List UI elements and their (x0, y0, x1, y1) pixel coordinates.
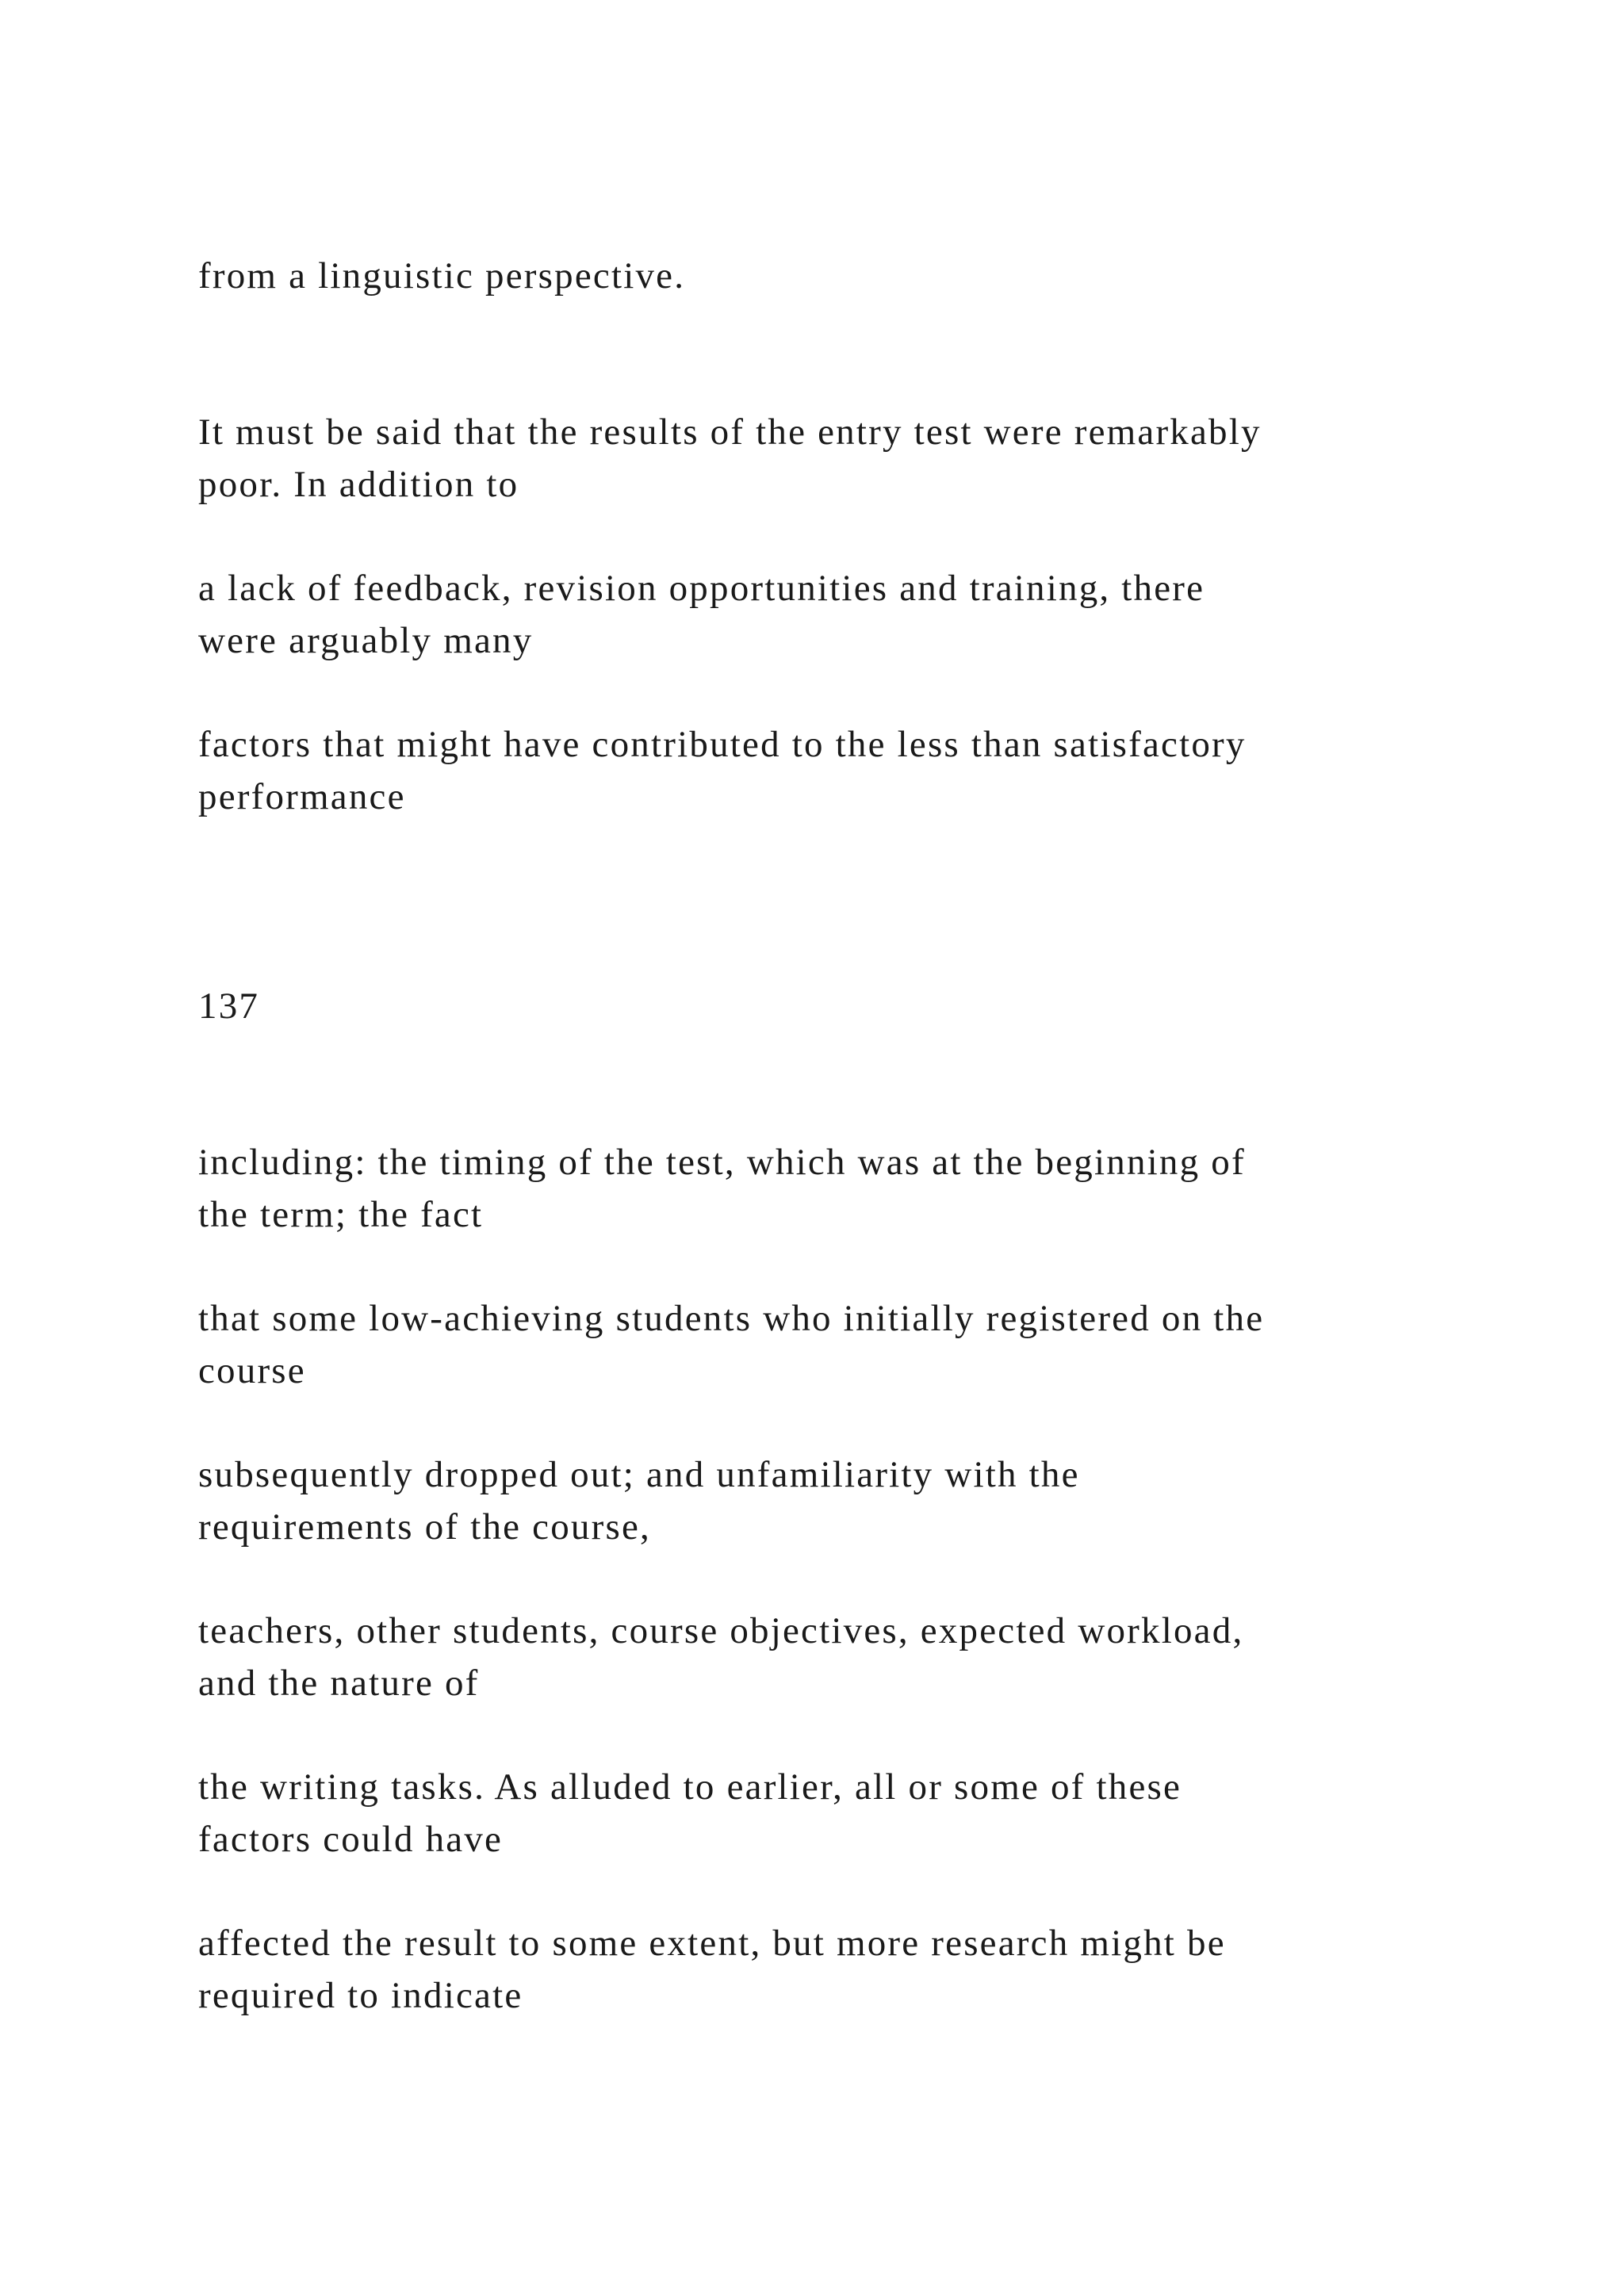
paragraph-9: the writing tasks. As alluded to earlier, all or some of these factors could have (198, 1766, 1182, 1860)
paragraph-5: including: the timing of the test, which was at the beginning of the term; the fact (198, 1142, 1246, 1235)
paragraph-10: affected the result to some extent, but more research might be required to indicate (198, 1923, 1226, 2016)
paragraph-2: It must be said that the results of the entry test were remarkably poor. In addition to (198, 411, 1262, 505)
paragraph-8: teachers, other students, course objectives, expected workload, and the nature of (198, 1610, 1244, 1704)
paragraph-6: that some low-achieving students who initially registered on the course (198, 1298, 1265, 1391)
page-number: 137 (198, 985, 260, 1027)
paragraph-1: from a linguistic perspective. (198, 255, 686, 297)
paragraph-3: a lack of feedback, revision opportunities and training, there were arguably many (198, 568, 1205, 661)
paragraph-4: factors that might have contributed to the less than satisfactory performance (198, 724, 1247, 817)
paragraph-7: subsequently dropped out; and unfamiliarity with the requirements of the course, (198, 1454, 1080, 1548)
